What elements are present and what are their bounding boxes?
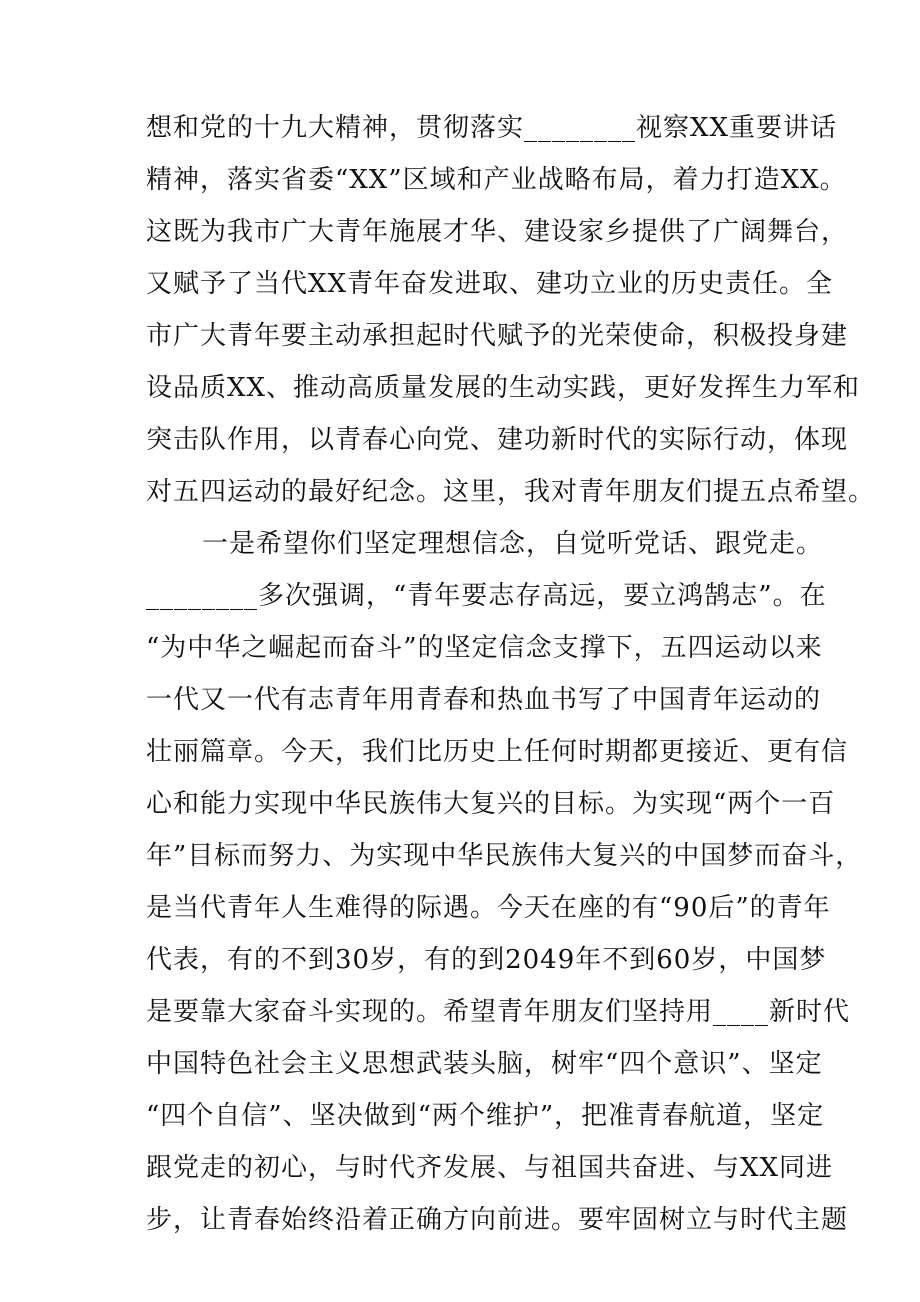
text-line: 设品质XX、推动高质量发展的生动实践，更好发挥生力军和 [146, 373, 861, 403]
text-line: “四个自信”、坚决做到“两个维护”，把准青春航道，坚定 [146, 1101, 825, 1131]
text-line: ________多次强调，“青年要志存高远，要立鸿鹄志”。在 [146, 581, 827, 611]
text-line: 跟党走的初心，与时代齐发展、与祖国共奋进、与XX同进 [146, 1153, 834, 1183]
text-line: 代表，有的不到30岁，有的到2049年不到60岁，中国梦 [146, 945, 827, 975]
text-line: 市广大青年要主动承担起时代赋予的光荣使命，积极投身建 [146, 321, 849, 351]
paragraph-2 [146, 518, 863, 1246]
text-line: 精神，落实省委“XX”区域和产业战略布局，着力打造XX。 [146, 165, 847, 195]
text-line: 又赋予了当代XX青年奋发进取、建功立业的历史责任。全 [146, 269, 834, 299]
text-line: 壮丽篇章。今天，我们比历史上任何时期都更接近、更有信 [146, 737, 849, 767]
text-line: 对五四运动的最好纪念。这里，我对青年朋友们提五点希望。 [146, 477, 876, 507]
text-line: 心和能力实现中华民族伟大复兴的目标。为实现“两个一百 [146, 789, 836, 819]
text-line: 想和党的十九大精神，贯彻落实________视察XX重要讲话 [146, 113, 838, 143]
text-line: 步，让青春始终沿着正确方向前进。要牢固树立与时代主题 [146, 1205, 849, 1235]
text-line: 这既为我市广大青年施展才华、建设家乡提供了广阔舞台， [146, 217, 849, 247]
text-line-indented: 一是希望你们坚定理想信念，自觉听党话、跟党走。 [202, 529, 824, 559]
text-line: “为中华之崛起而奋斗”的坚定信念支撑下，五四运动以来 [146, 633, 823, 663]
text-line: 年”目标而努力、为实现中华民族伟大复兴的中国梦而奋斗， [146, 841, 863, 871]
text-line: 一代又一代有志青年用青春和热血书写了中国青年运动的 [146, 685, 822, 715]
paragraph-1 [146, 102, 876, 518]
text-line: 是当代青年人生难得的际遇。今天在座的有“90后”的青年 [146, 893, 831, 923]
text-line: 是要靠大家奋斗实现的。希望青年朋友们坚持用____新时代 [146, 997, 851, 1027]
document-body [146, 102, 876, 1246]
text-line: 突击队作用，以青春心向党、建功新时代的实际行动，体现 [146, 425, 849, 455]
text-line: 中国特色社会主义思想武装头脑，树牢“四个意识”、坚定 [146, 1049, 823, 1079]
